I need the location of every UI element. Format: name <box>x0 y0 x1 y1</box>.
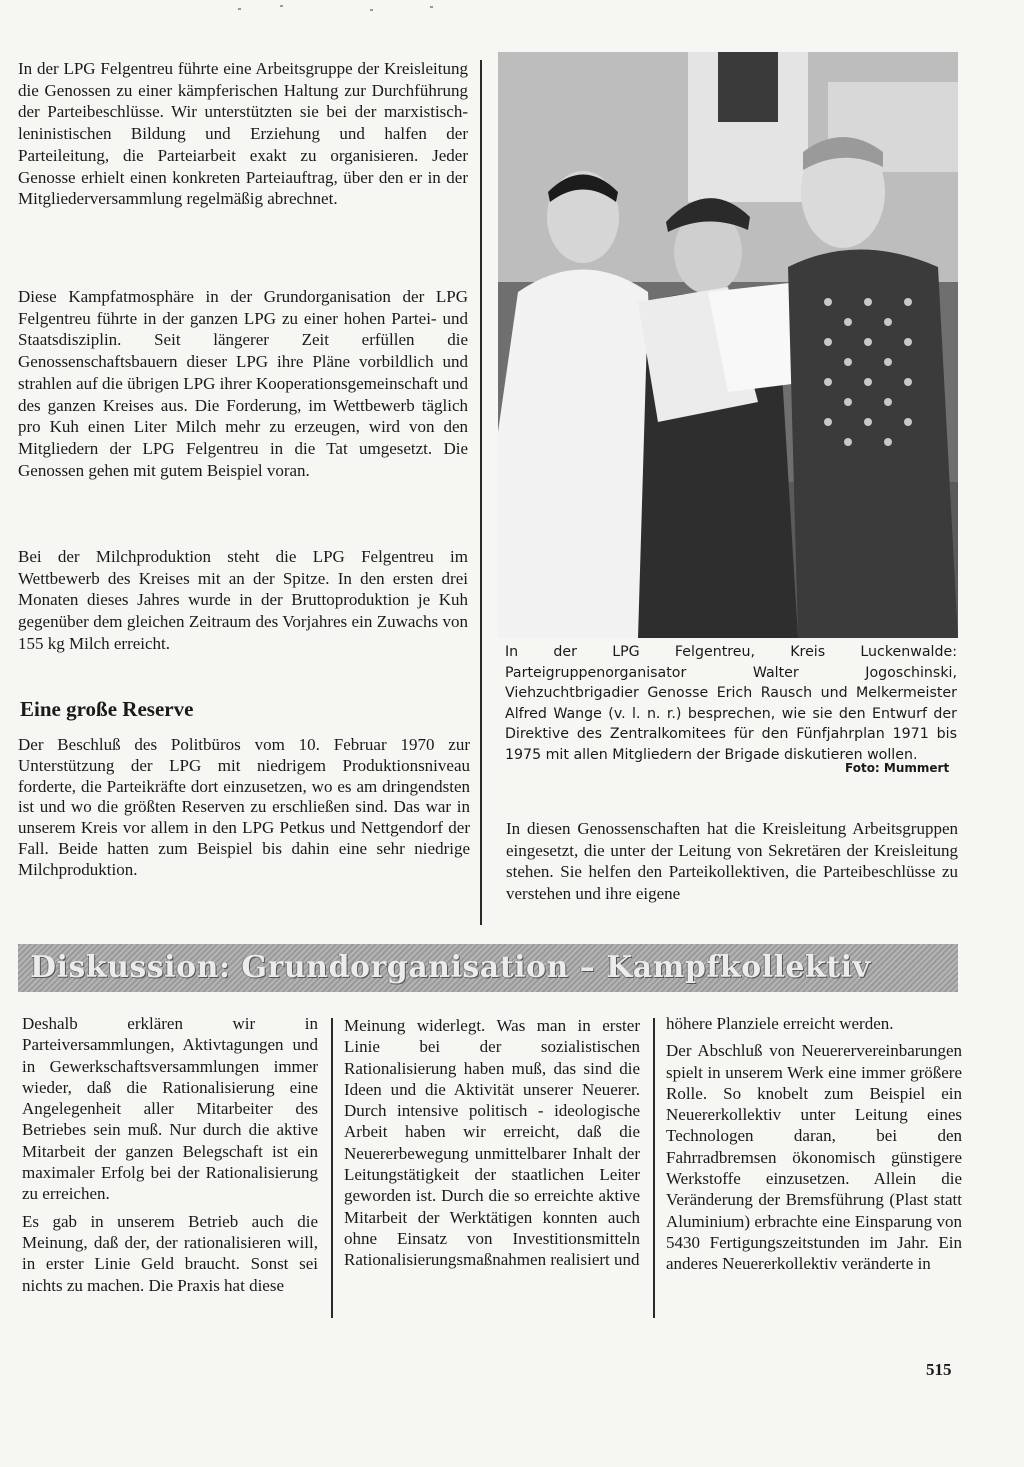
discussion-column-3 <box>666 1013 962 1275</box>
article-paragraph-4: Der Beschluß des Politbüros vom 10. Februar 1970 zur Unterstützung der LPG mit niedrigem Produktionsniveau forderte, die Parteikräfte dort einzusetzen, wo es am dringendsten ist und wo die größten Reserven zu erschließen sind. Das war in unserem Kreis vor allem in den LPG Petkus und Nettgendorf der Fall. Beide hatten zum Beispiel bis dahin eine sehr niedrige Milchproduktion. <box>18 735 470 879</box>
photo-illustration <box>498 52 958 638</box>
article-paragraph-3: Bei der Milchproduktion steht die LPG Felgentreu im Wettbewerb des Kreises mit an der Spitze. In den ersten drei Monaten dieses Jahres wurde in der Bruttoproduktion je Kuh gegenüber dem gleichen Zeitraum des Vorjahres ein Zuwachs von 155 kg Milch erreicht. <box>18 547 468 653</box>
section-heading: Eine große Reserve <box>20 697 194 721</box>
scan-marks <box>0 0 1024 16</box>
article-paragraph-5: In diesen Genossenschaften hat die Kreisleitung Arbeitsgruppen eingesetzt, die unter der Leitung von Sekretären der Kreisleitung stehen. Sie helfen den Parteikollektiven, die Parteibeschlüsse zu verstehen und ihre eigene <box>506 819 958 903</box>
banner-title: Diskussion: Grundorganisation – Kampfkollektiv <box>30 950 871 985</box>
discussion-column-1 <box>22 1013 318 1296</box>
discussion-paragraph-2: Es gab in unserem Betrieb auch die Meinung, daß der, der rationalisieren will, in erster Linie Geld braucht. Sonst sei nichts zu machen. Die Praxis hat diese <box>22 1211 318 1295</box>
discussion-paragraph-4: höhere Planziele erreicht werden. <box>666 1014 894 1033</box>
column-divider-3 <box>653 1018 655 1318</box>
column-divider <box>480 60 482 925</box>
discussion-paragraph-5: Der Abschluß von Neuerervereinbarungen spielt in unserem Werk eine immer größere Rolle. So knobelt zum Beispiel ein Neuererkollektiv unter Leitung eines Technologen daran, bei den Fahrradbremsen ökonomisch günstigere Werkstoffe einzusetzen. Allein die Veränderung der Bremsführung (Plast statt Aluminium) erbrachte eine Einsparung von 5430 Fertigungszeitstunden im Jahr. Ein anderes Neuererkollektiv veränderte in <box>666 1041 962 1274</box>
discussion-paragraph-3: Meinung widerlegt. Was man in erster Linie bei der sozialistischen Rationalisierung haben muß, das sind die Ideen und die Aktivität unserer Neuerer. Durch intensive politisch - ideologische Arbeit haben wir erreicht, daß die Neuererbewegung unmittelbarer Inhalt der Leitungstätigkeit der staatlichen Leiter geworden ist. Durch die so erreichte aktive Mitarbeit der Werktätigen konnten auch ohne Einsatz von Investitionsmitteln Rationalisierungsmaßnahmen realisiert und <box>344 1016 640 1270</box>
discussion-banner <box>18 944 958 992</box>
page-number: 515 <box>926 1360 952 1379</box>
column-divider-2 <box>331 1018 333 1318</box>
discussion-column-2 <box>344 1015 640 1271</box>
photo-caption: In der LPG Felgentreu, Kreis Luckenwalde: Parteigruppenorganisator Walter Jogoschinski, Viehzuchtbrigadier Genosse Erich Rausch und Melkermeister Alfred Wange (v. l. n. r.) besprechen, wie sie den Entwurf der Direktive des Zentralkomitees für den Fünfjahrplan 1971 bis 1975 mit allen Mitgliedern der Brigade diskutieren wollen. <box>505 644 957 763</box>
discussion-paragraph-1: Deshalb erklären wir in Parteiversammlungen, Aktivtagungen und in Gewerkschaftsversammlungen immer wieder, daß die Rationalisierung eine Angelegenheit aller Mitarbeiter des Betriebes sein muß. Nur durch die aktive Mitarbeit der ganzen Belegschaft ist ein maximaler Erfolg bei der Rationalisierung zu erreichen. <box>22 1014 318 1204</box>
news-photo <box>498 52 958 638</box>
photo-credit: Foto: Mummert <box>845 761 950 775</box>
article-paragraph-1: In der LPG Felgentreu führte eine Arbeitsgruppe der Kreisleitung die Genossen zu einer kämpferischen Haltung zur Durchführung der Parteibeschlüsse. Wir unterstützten sie bei der marxistisch-leninistischen Bildung und Erziehung und halfen der Parteileitung, die Parteiarbeit exakt zu organisieren. Jeder Genosse erhielt einen konkreten Parteiauftrag, über den er in der Mitgliederversammlung regelmäßig abrechnet. <box>18 59 468 209</box>
article-paragraph-2: Diese Kampfatmosphäre in der Grundorganisation der LPG Felgentreu führte in der ganzen LPG zu einer hohen Partei- und Staatsdisziplin. Seit längerer Zeit erfüllen die Genossenschaftsbauern dieser LPG ihre Pläne vorbildlich und strahlen auf die übrigen LPG ihrer Kooperationsgemeinschaft und des ganzen Kreises aus. Die Forderung, im Wettbewerb täglich pro Kuh einen Liter Milch mehr zu erzeugen, wird von den Mitgliedern der LPG Felgentreu in die Tat umgesetzt. Die Genossen gehen mit gutem Beispiel voran. <box>18 287 468 480</box>
